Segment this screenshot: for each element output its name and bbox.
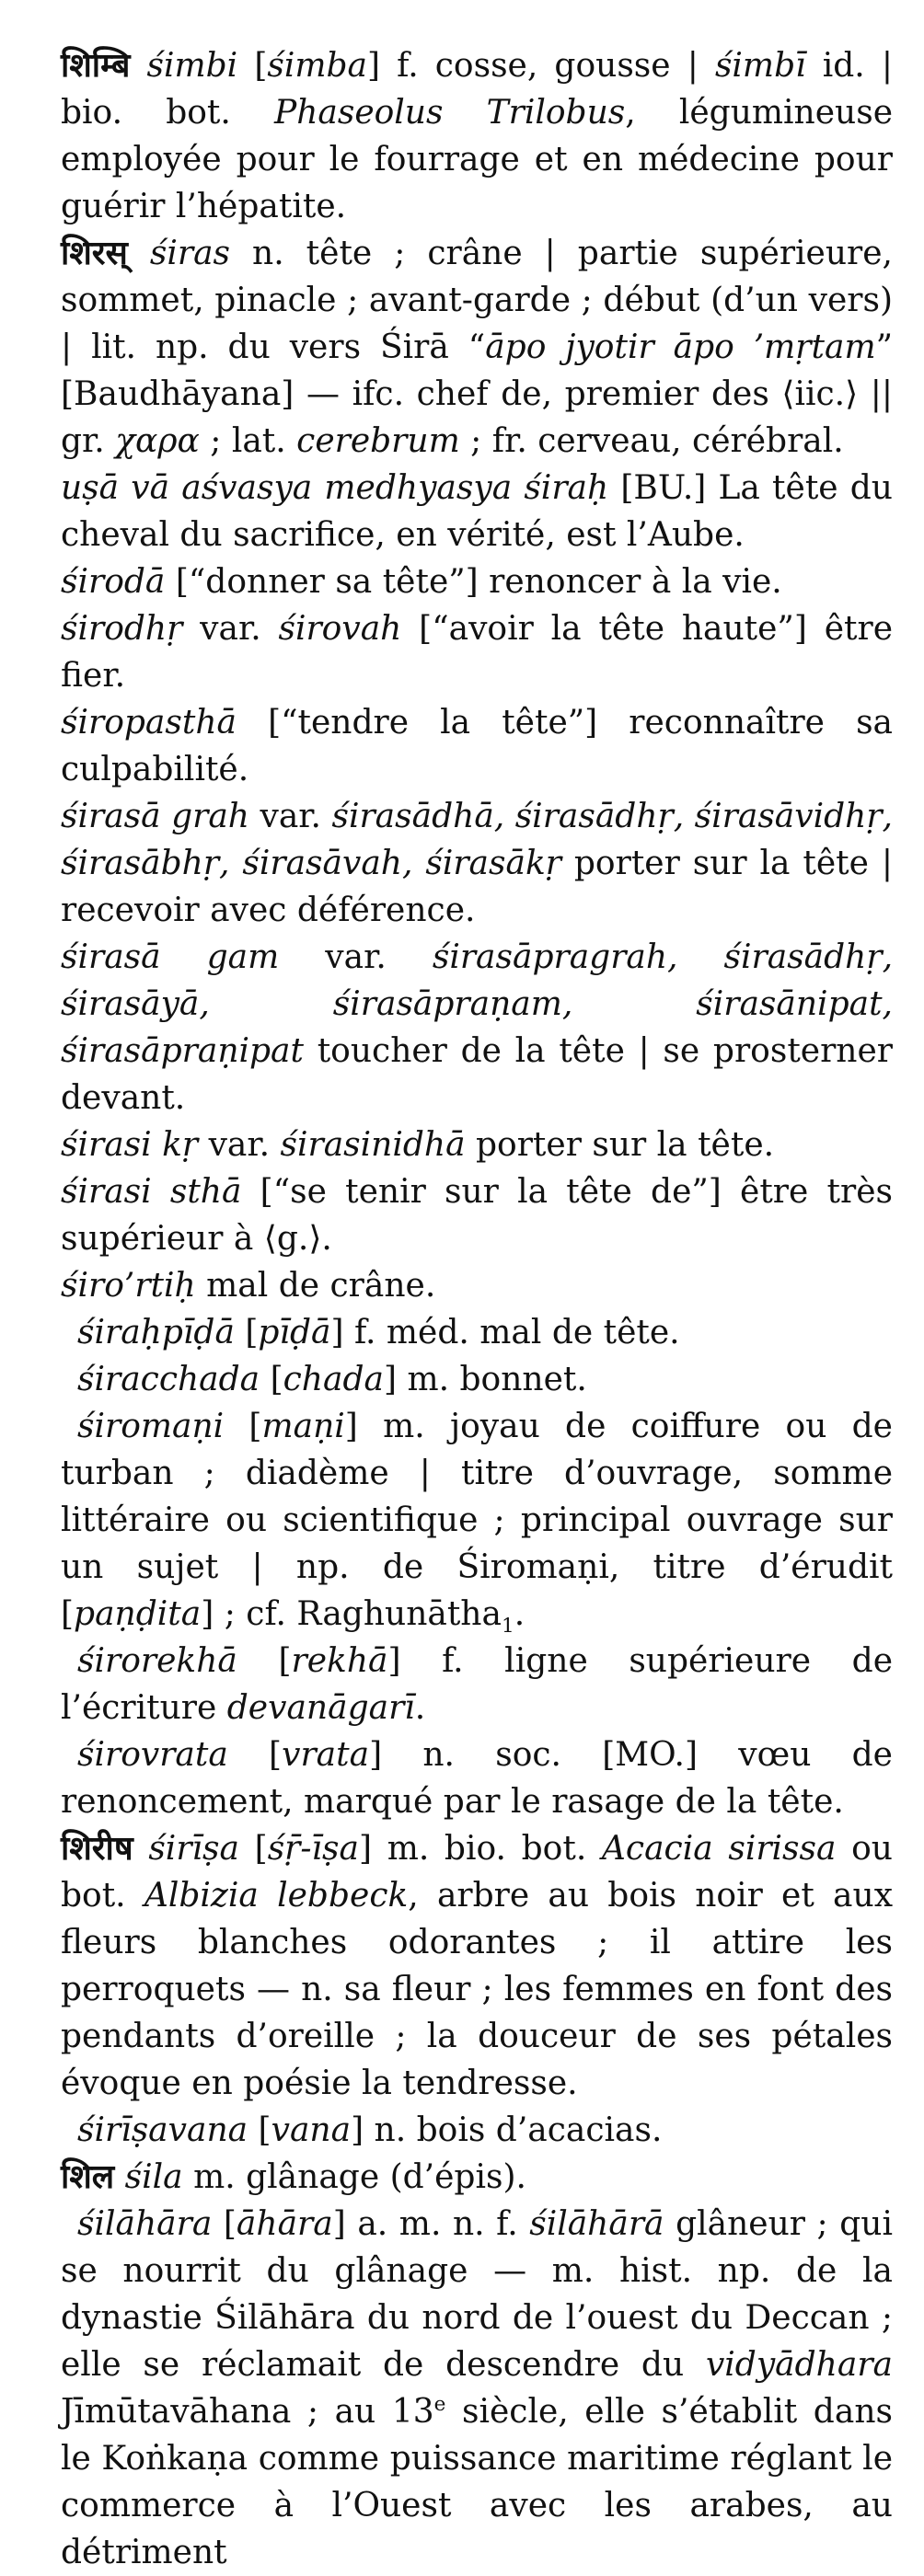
entry-italic: śirasāpragrah, śirasādhṛ, śirasāyā, śirasāpraṇam, śirasānipat, śirasāpraṇipat <box>61 938 894 1070</box>
entry-italic: Acacia sirissa <box>601 1830 837 1868</box>
entry-italic: śiromaṇi <box>77 1408 225 1445</box>
entry-text: ] f. cosse, gousse | <box>367 47 715 85</box>
entry-italic: vana <box>271 2111 352 2149</box>
entry-text: [ <box>237 1642 292 1680</box>
entry-text: ] n. soc. [MO.] vœu de renoncement, marqué par le rasage de la tête. <box>61 1736 893 1821</box>
entry-italic: śirodhṛ <box>61 610 183 648</box>
entry-text: porter sur la tête. <box>465 1126 775 1164</box>
entry-text <box>114 2158 124 2196</box>
headword-devanagari: शिरीष <box>61 1829 133 1868</box>
entry-text: toucher de la tête | se prosterner devant. <box>61 1032 893 1117</box>
entry-italic: śirasādhā, śirasādhṛ, śirasāvidhṛ, śirasābhṛ, śirasāvah, śirasākṛ <box>61 798 894 882</box>
entry-text: ; fr. cerveau, cérébral. <box>459 422 844 460</box>
entry-transliteration: śiras <box>149 235 231 272</box>
entry-italic: śirīṣavana <box>77 2111 248 2149</box>
entry-text: [“tendre la tête”] reconnaître sa culpabilité. <box>61 704 893 788</box>
compound-siracchada <box>61 1356 893 1403</box>
entry-text: porter sur la tête | recevoir avec déférence. <box>61 845 893 929</box>
entry-text: , légumineuse employée pour le fourrage et en médecine pour guérir l’hépatite. <box>61 94 893 225</box>
entry-text: var. <box>182 610 279 648</box>
entry-italic: āhāra <box>236 2205 333 2243</box>
entry-italic: rekhā <box>291 1642 388 1680</box>
entry-text: ” [Baudhāyana] — ifc. chef de, premier des ⟨iic.⟩ || gr. <box>61 328 893 460</box>
entry-sila <box>61 2154 893 2201</box>
entry-text: ] a. m. n. f. <box>332 2205 530 2243</box>
entry-italic: śirasi sthā <box>61 1173 242 1211</box>
entry-text: ] ; cf. Raghunātha <box>201 1595 502 1633</box>
entry-text: glâneur ; qui se nourrit du glânage — m. hist. np. de la dynastie Śilāhāra du nord de l’ouest du Deccan ; elle se réclamait de descendre du <box>61 2205 893 2384</box>
headword-devanagari: शिरस् <box>61 234 128 272</box>
entry-text: ] n. bois d’acacias. <box>351 2111 663 2149</box>
subentry-sirodhr <box>61 605 893 699</box>
entry-italic: śimba <box>267 47 368 85</box>
entry-text: ; lat. <box>199 422 297 460</box>
entry-text: ou bot. <box>61 1830 893 1915</box>
subentry-sirasi-stha <box>61 1168 893 1262</box>
entry-italic: śiropasthā <box>61 704 237 742</box>
entry-italic: śiro’rtiḥ <box>61 1267 196 1305</box>
entry-italic: śirasi kṛ <box>61 1126 199 1164</box>
compound-siromani <box>61 1403 893 1638</box>
entry-text: [ <box>237 47 268 85</box>
entry-italic: pīḍā <box>258 1314 331 1351</box>
compound-sirovrata <box>61 1731 893 1825</box>
entry-italic: paṇḍita <box>74 1595 202 1633</box>
entry-text: [ <box>248 2111 271 2149</box>
entry-text: [ <box>224 1408 262 1445</box>
entry-text: var. <box>198 1126 281 1164</box>
entry-text: . <box>414 1689 426 1727</box>
entry-text <box>130 47 146 85</box>
subentry-sirasi-kr <box>61 1121 893 1168</box>
entry-siras <box>61 230 893 465</box>
entry-text: [“donner sa tête”] renoncer à la vie. <box>165 563 782 601</box>
entry-italic: uṣā vā aśvasya medhyasya śiraḥ <box>61 469 609 507</box>
entry-transliteration: śimbi <box>146 47 238 85</box>
entry-simbi <box>61 42 893 230</box>
entry-text: ] m. bonnet. <box>383 1361 587 1398</box>
entry-italic: Albizia lebbeck <box>144 1877 409 1915</box>
entry-italic: śirasā grah <box>61 798 249 835</box>
entry-transliteration: śirīṣa <box>148 1830 239 1868</box>
entry-italic: śirovah <box>278 610 402 648</box>
entry-italic: maṇi <box>261 1408 345 1445</box>
entry-italic: cerebrum <box>296 422 460 460</box>
entry-italic: śiracchada <box>77 1361 260 1398</box>
entry-italic: śirasā gam <box>61 938 280 976</box>
entry-italic: vidyādhara <box>705 2346 893 2384</box>
entry-italic: śirovrata <box>77 1736 228 1774</box>
entry-text: var. <box>249 798 332 835</box>
compound-sirisavana <box>61 2107 893 2154</box>
superscript: e <box>433 2393 446 2416</box>
subentry-siro-rtih <box>61 1262 893 1309</box>
entry-text: n. tête ; crâne | partie supérieure, sommet, pinacle ; avant-garde ; début (d’un vers) | lit. np. du vers Śirā “ <box>61 235 893 366</box>
subscript-number: 1 <box>501 1615 514 1639</box>
compound-silahara <box>61 2201 893 2576</box>
entry-text: ] f. ligne supérieure de l’écriture <box>61 1642 893 1727</box>
entry-italic: āpo jyotir āpo ’mṛtam <box>485 328 876 366</box>
entry-italic: śilāhāra <box>77 2205 213 2243</box>
entry-text: . <box>514 1595 526 1633</box>
entry-text: [BU.] La tête du cheval du sacrifice, en vérité, est l’Aube. <box>61 469 893 554</box>
entry-text: [ <box>227 1736 283 1774</box>
entry-text: [“avoir la tête haute”] être fier. <box>61 610 893 695</box>
compound-sirahpida <box>61 1309 893 1356</box>
entry-transliteration: śila <box>124 2158 183 2196</box>
entry-text: ] m. bio. bot. <box>359 1830 602 1868</box>
entry-text: [ <box>238 1830 268 1868</box>
entry-text: [“se tenir sur la tête de”] être très supérieur à ⟨g.⟩. <box>61 1173 893 1258</box>
entry-text: , arbre au bois noir et aux fleurs blanches odorantes ; il attire les perroquets — n. sa fleur ; les femmes en font des pendants d’oreille ; la douceur de ses pétales évoque en poésie la tendresse. <box>61 1877 893 2102</box>
subentry-siropastha <box>61 699 893 793</box>
entry-text: mal de crâne. <box>195 1267 436 1305</box>
entry-italic: śirodā <box>61 563 166 601</box>
entry-italic: χαρα <box>115 422 200 460</box>
entry-text: [ <box>234 1314 259 1351</box>
entry-italic: śimbī <box>714 47 806 85</box>
headword-devanagari: शिल <box>61 2157 115 2196</box>
entry-text: id. | bio. bot. <box>61 47 893 132</box>
entry-italic: Phaseolus Trilobus <box>273 94 626 132</box>
subentry-sirasa-gam <box>61 934 893 1121</box>
compound-sirorekha <box>61 1638 893 1731</box>
entry-text: siècle, elle s’établit dans le Koṅkaṇa comme puissance maritime réglant le commerce à l’Ouest avec les arabes, au détriment <box>61 2393 893 2571</box>
entry-italic: śiraḥpīḍā <box>77 1314 235 1351</box>
entry-text: m. glânage (d’épis). <box>182 2158 526 2196</box>
entry-text: [ <box>212 2205 237 2243</box>
entry-italic: śirorekhā <box>77 1642 237 1680</box>
entry-text: ] f. méd. mal de tête. <box>330 1314 680 1351</box>
entry-text: ] m. joyau de coiffure ou de turban ; diadème | titre d’ouvrage, somme littéraire ou scientifique ; principal ouvrage sur un sujet | np. de Śiromaṇi, titre d’érudit [ <box>61 1408 893 1633</box>
entry-italic: vrata <box>282 1736 370 1774</box>
entry-italic: śirasinidhā <box>280 1126 466 1164</box>
entry-italic: chada <box>283 1361 384 1398</box>
subentry-siroda <box>61 558 893 605</box>
entry-text: [ <box>260 1361 283 1398</box>
entry-sirisa <box>61 1825 893 2107</box>
subentry-sirasa-grah <box>61 793 893 934</box>
entry-text <box>133 1830 149 1868</box>
entry-italic: śilāhārā <box>529 2205 664 2243</box>
headword-devanagari: शिम्बि <box>61 46 131 85</box>
entry-text: var. <box>279 938 433 976</box>
entry-italic: devanāgarī <box>226 1689 415 1727</box>
entry-italic: śṝ-īṣa <box>267 1830 359 1868</box>
subentry-usa <box>61 465 893 558</box>
entry-text: Jīmūtavāhana ; au 13 <box>61 2393 434 2431</box>
entry-text <box>128 235 150 272</box>
